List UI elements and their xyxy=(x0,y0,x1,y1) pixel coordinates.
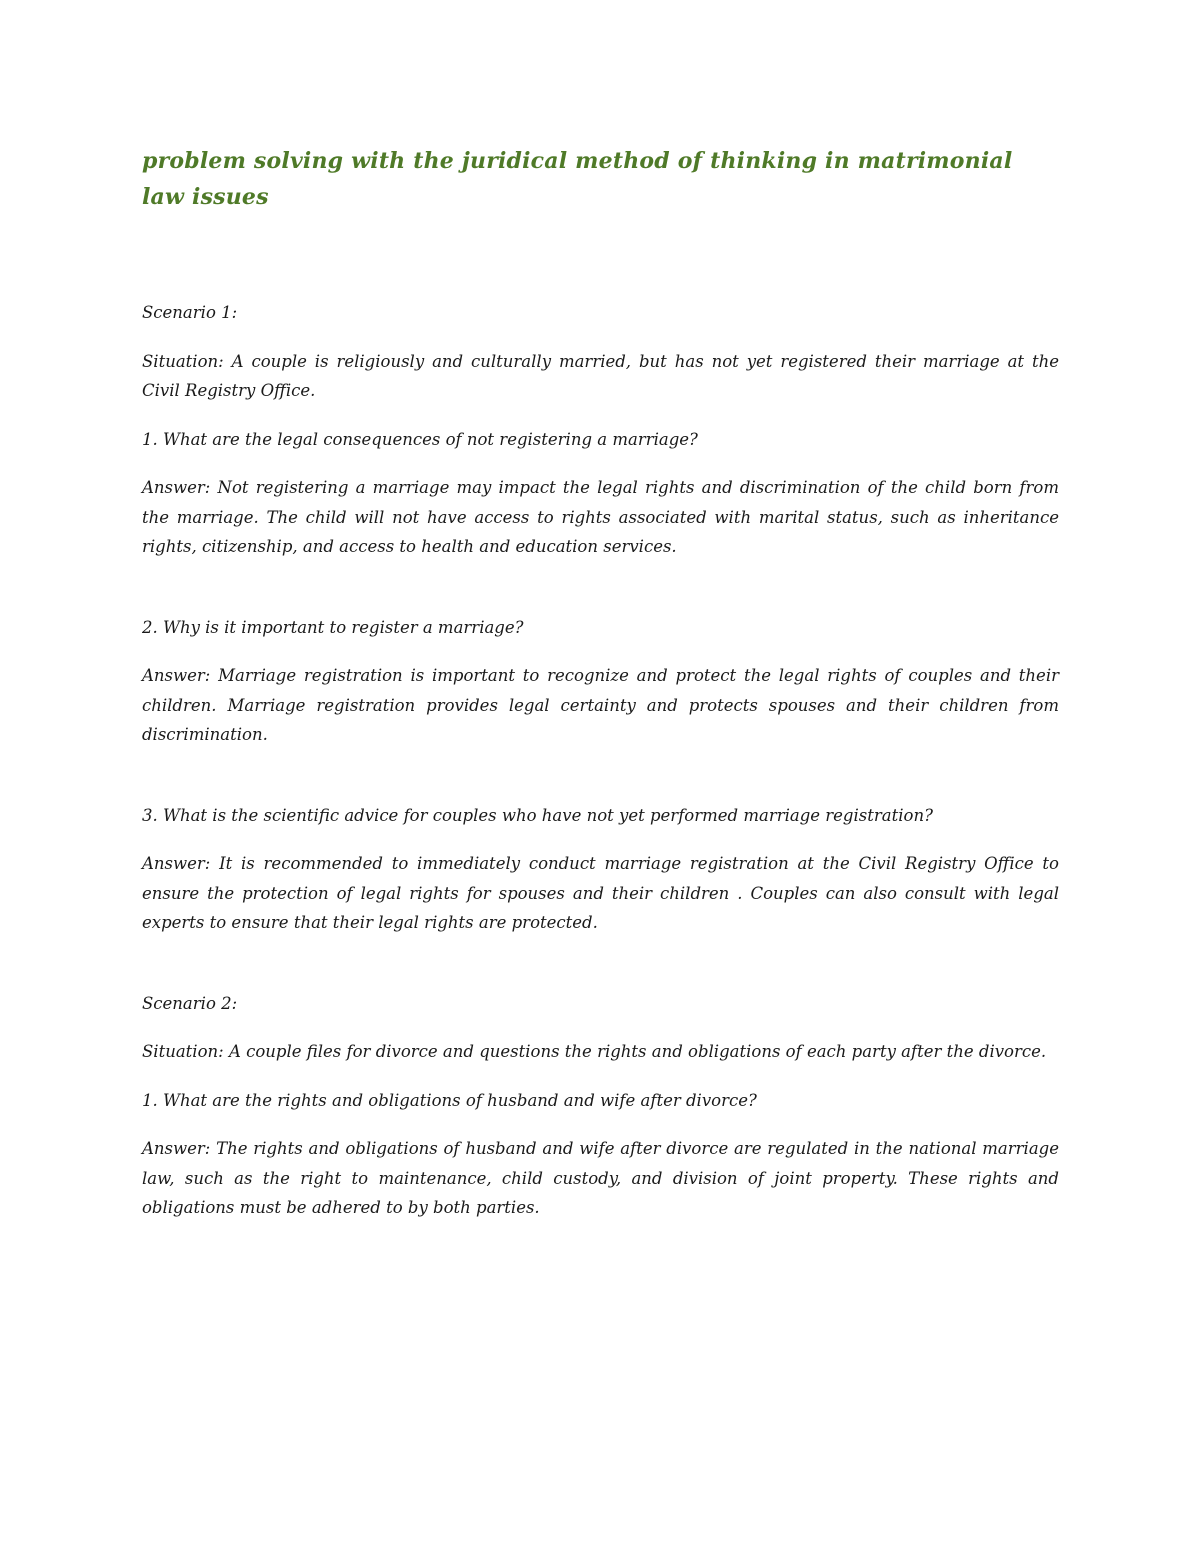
scenario-1-answer-1: Answer: Not registering a marriage may impact the legal rights and discrimination of the child born from the marriage. The child will not have access to rights associated with marital status, such as inheritance rights, citizenship, and access to health and education services. xyxy=(142,478,1059,556)
scenario-1-situation: Situation: A couple is religiously and culturally married, but has not yet registered their marriage at the Civil Registry Office. xyxy=(142,351,1059,400)
scenario-2-question-1: 1. What are the rights and obligations of husband and wife after divorce? xyxy=(142,1090,757,1110)
scenario-2-answer-1: Answer: The rights and obligations of husband and wife after divorce are regulated in the national marriage law, such as the right to maintenance, child custody, and division of joint property. These rights and obligations must be adhered to by both parties. xyxy=(142,1139,1059,1217)
scenario-1-answer-2: Answer: Marriage registration is important to recognize and protect the legal rights of couples and their children. Marriage registration provides legal certainty and protects spouses and their children from discrimination. xyxy=(142,666,1059,744)
scenario-1-label: Scenario 1: xyxy=(142,303,238,322)
scenario-2-label: Scenario 2: xyxy=(142,993,238,1013)
scenario-1-question-2: 2. Why is it important to register a marriage? xyxy=(142,617,524,637)
scenario-2-situation: Situation: A couple files for divorce and questions the rights and obligations of each party after the divorce. xyxy=(142,1042,1047,1061)
scenario-1-question-3: 3. What is the scientific advice for couples who have not yet performed marriage registration? xyxy=(142,805,933,825)
document-title: problem solving with the juridical method of thinking in matrimonial law issues xyxy=(142,148,1013,210)
scenario-1-question-1: 1. What are the legal consequences of not registering a marriage? xyxy=(142,429,698,449)
scenario-1-answer-3: Answer: It is recommended to immediately conduct marriage registration at the Civil Registry Office to ensure the protection of legal rights for spouses and their children . Couples can also consult with legal experts to ensure that their legal rights are protected. xyxy=(142,854,1059,932)
